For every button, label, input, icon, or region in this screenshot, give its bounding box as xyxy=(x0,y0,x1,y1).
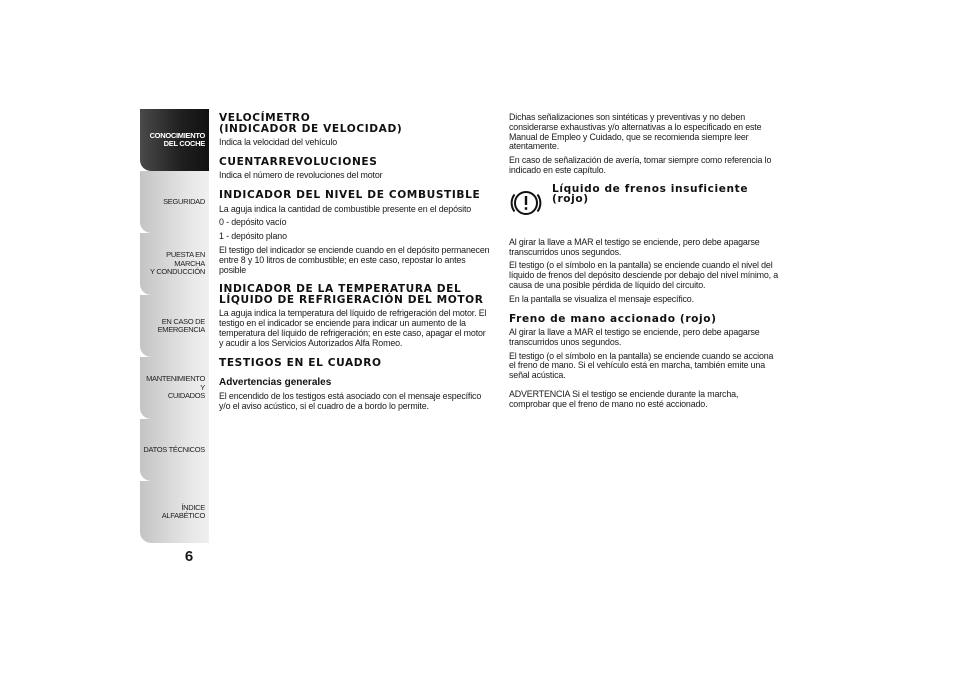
rev-counter-text: Indica el número de revoluciones del motor xyxy=(219,170,383,181)
brake-fluid-block xyxy=(509,184,781,238)
tab-label: DATOS TÉCNICOS xyxy=(143,444,205,454)
speedometer-heading: VELOCÍMETRO (INDICADOR DE VELOCIDAD) xyxy=(219,112,403,135)
brake-fluid-text-2: El testigo (o el símbolo en la pantalla) se enciende cuando el nivel del líquido de frenos del depósito desciende por debajo del nivel mínimo, a causa de una posible pérdida de líquido del circuito. xyxy=(509,260,779,290)
warning-lights-heading: TESTIGOS EN EL CUADRO xyxy=(219,356,382,369)
tab-en-caso-de-emergencia[interactable] xyxy=(140,295,209,357)
tab-label: SEGURIDAD xyxy=(163,196,205,206)
speedometer-text: Indica la velocidad del vehículo xyxy=(219,137,338,147)
tab-label: CONOCIMIENTO DEL COCHE xyxy=(149,130,205,148)
right-column xyxy=(509,113,781,414)
tab-mantenimiento[interactable] xyxy=(140,357,209,419)
fuel-empty-text: 0 - depósito vacío xyxy=(219,217,287,228)
tab-label: MANTENIMIENTO Y CUIDADOS xyxy=(146,374,205,401)
general-warnings-text: El encendido de los testigos está asociado con el mensaje específico y/o el aviso acústico, si el cuadro de a bordo lo permite. xyxy=(219,391,482,411)
tab-label: EN CASO DE EMERGENCIA xyxy=(157,316,205,334)
handbrake-heading: Freno de mano accionado (rojo) xyxy=(509,312,717,325)
page-number: 6 xyxy=(184,548,194,565)
tab-label: PUESTA EN MARCHA Y CONDUCCIÓN xyxy=(149,250,205,277)
tab-seguridad[interactable] xyxy=(140,171,209,233)
fuel-full-text: 1 - depósito plano xyxy=(219,231,287,242)
fuel-gauge-text: La aguja indica la cantidad de combustible presente en el depósito xyxy=(219,203,472,214)
handbrake-text-1: Al girar la llave a MAR el testigo se enciende, pero debe apagarse transcurridos unos segundos. xyxy=(509,327,760,347)
general-warnings-heading: Advertencias generales xyxy=(219,377,332,389)
chapter-tabs xyxy=(140,109,209,543)
coolant-temp-text: La aguja indica la temperatura del líquido de refrigeración del motor. El testigo en el indicador se enciende para indicar un aumento de la temperatura del líquido de refrigeración; en este caso, apagar el motor y acudir a los Servicios Autorizados Alfa Romeo. xyxy=(219,308,487,348)
brake-warning-icon xyxy=(509,186,543,220)
tab-label: ÍNDICE ALFABÉTICO xyxy=(161,502,205,520)
left-column xyxy=(219,113,491,416)
brake-fluid-text-1: Al girar la llave a MAR el testigo se enciende, pero debe apagarse transcurridos unos segundos. xyxy=(509,236,760,257)
tab-datos-tecnicos[interactable] xyxy=(140,419,209,481)
handbrake-text-2: El testigo (o el símbolo en la pantalla) se enciende cuando se acciona el freno de mano. Si el vehículo está en marcha, también emite una señal acústica. xyxy=(509,350,774,381)
tab-indice-alfabetico[interactable] xyxy=(140,481,209,543)
brake-fluid-heading: Líquido de frenos insuficiente (rojo) xyxy=(552,182,749,206)
tab-conocimiento-del-coche[interactable] xyxy=(140,109,209,171)
rev-counter-heading: CUENTARREVOLUCIONES xyxy=(219,155,378,168)
coolant-temp-heading: INDICADOR DE LA TEMPERATURA DEL LÍQUIDO DE REFRIGERACIÓN DEL MOTOR xyxy=(219,283,484,306)
brake-fluid-text-3: En la pantalla se visualiza el mensaje específico. xyxy=(509,293,694,304)
tab-puesta-en-marcha[interactable] xyxy=(140,233,209,295)
intro-text-2: En caso de señalización de avería, tomar siempre como referencia lo indicado en este capítulo. xyxy=(509,155,772,175)
intro-text-1: Dichas señalizaciones son sintéticas y preventivas y no deben considerarse exhaustivas y/o alternativas a lo especificado en este Manual de Empleo y Cuidado, que se recomienda siempre leer atentamente. xyxy=(509,112,762,152)
handbrake-advertencia: ADVERTENCIA Si el testigo se enciende durante la marcha, comprobar que el freno de mano no esté accionado. xyxy=(509,389,739,409)
fuel-gauge-heading: INDICADOR DEL NIVEL DE COMBUSTIBLE xyxy=(219,189,481,202)
fuel-warning-text: El testigo del indicador se enciende cuando en el depósito permanecen entre 8 y 10 litros de combustible; en este caso, repostar lo antes posible xyxy=(219,244,490,275)
